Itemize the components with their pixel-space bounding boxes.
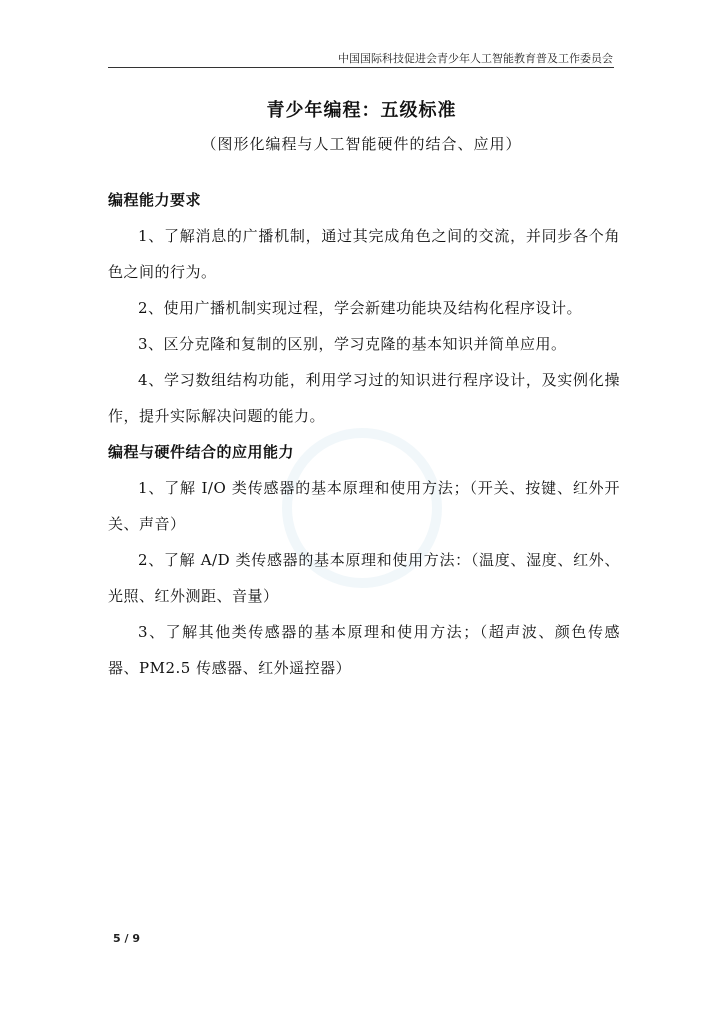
- list-item: 1、了解 I/O 类传感器的基本原理和使用方法；（开关、按键、红外开关、声音）: [108, 479, 620, 533]
- list-item: 3、了解其他类传感器的基本原理和使用方法；（超声波、颜色传感器、PM2.5 传感器、红外遥控器）: [108, 623, 620, 677]
- section-heading-programming: 编程能力要求: [108, 191, 202, 209]
- page-subtitle: （图形化编程与人工智能硬件的结合、应用）: [201, 135, 522, 153]
- page-title: 青少年编程：五级标准: [266, 100, 457, 121]
- header-divider: [108, 67, 614, 68]
- section-heading-hardware: 编程与硬件结合的应用能力: [108, 443, 295, 461]
- list-item: 2、了解 A/D 类传感器的基本原理和使用方法：（温度、湿度、红外、光照、红外测距、音量）: [108, 551, 620, 605]
- list-item: 4、学习数组结构功能，利用学习过的知识进行程序设计，及实例化操作，提升实际解决问题的能力。: [108, 371, 620, 425]
- list-item: 2、使用广播机制实现过程，学会新建功能块及结构化程序设计。: [138, 299, 583, 317]
- header-organization: 中国国际科技促进会青少年人工智能教育普及工作委员会: [338, 52, 613, 65]
- document-body: [108, 182, 620, 686]
- page-number: 5 / 9: [113, 932, 140, 945]
- list-item: 3、区分克隆和复制的区别，学习克隆的基本知识并简单应用。: [138, 335, 567, 353]
- list-item: 1、了解消息的广播机制，通过其完成角色之间的交流，并同步各个角色之间的行为。: [108, 227, 620, 281]
